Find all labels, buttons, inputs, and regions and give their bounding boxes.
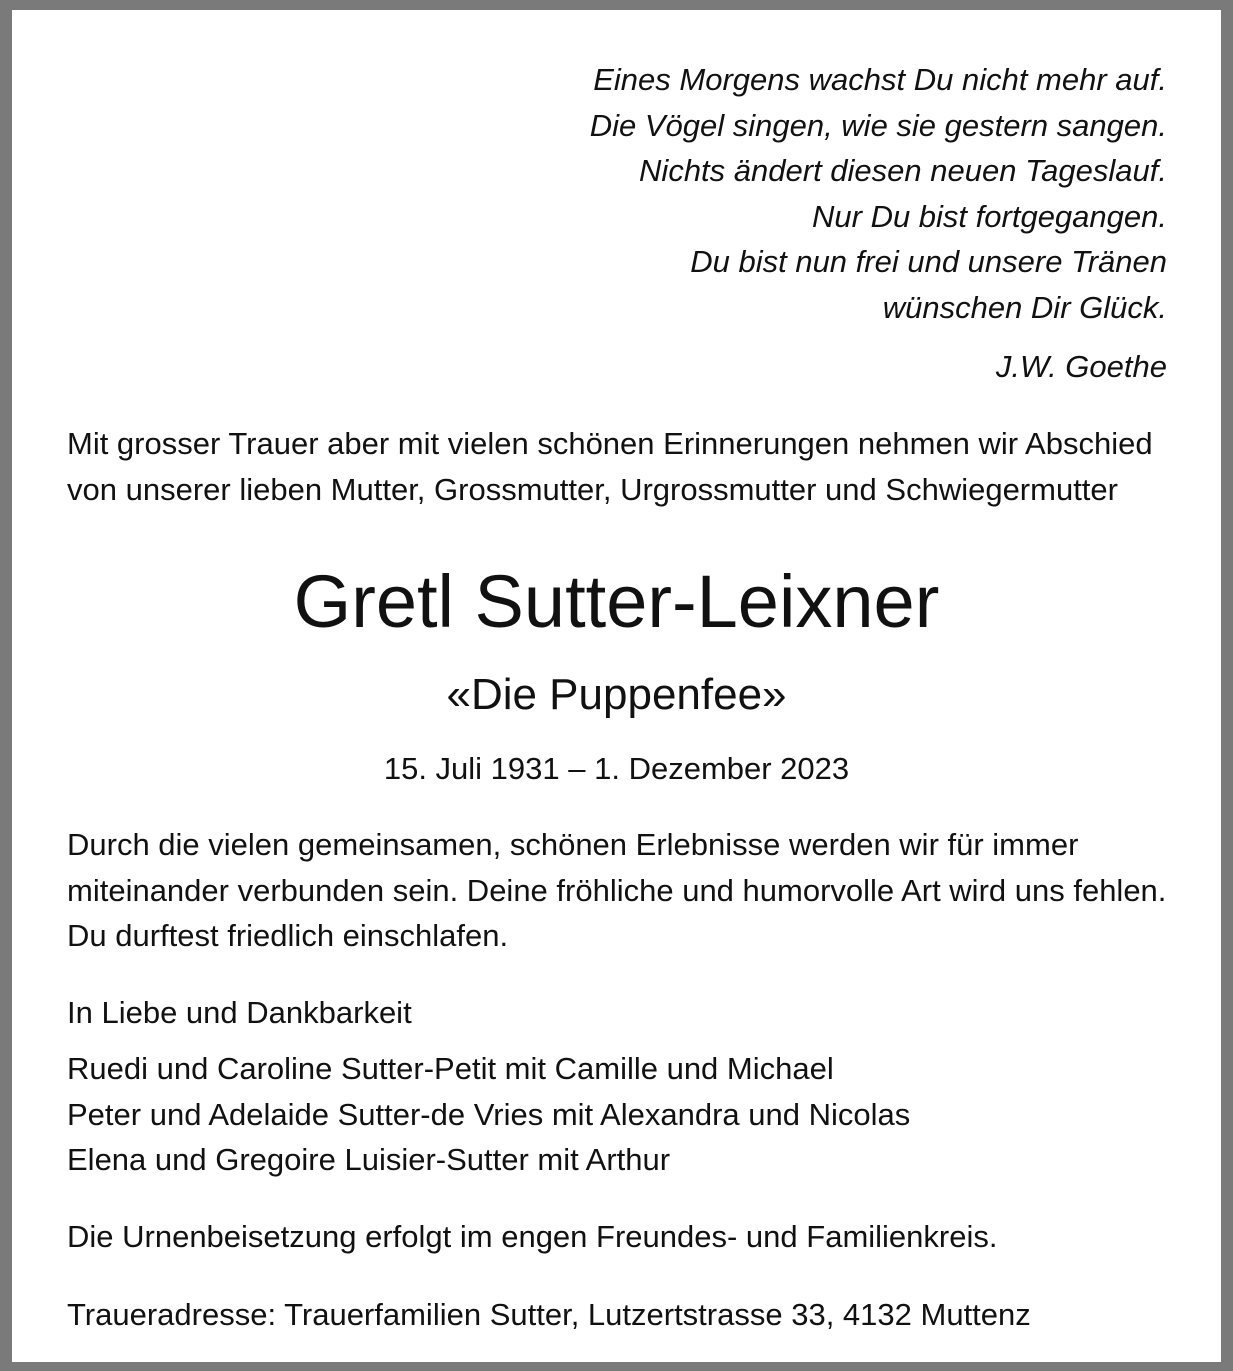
intro-line: Mit grosser Trauer aber mit vielen schönen Erinnerungen nehmen wir Abschied — [67, 426, 1153, 461]
family-line: Peter und Adelaide Sutter-de Vries mit Alexandra und Nicolas — [67, 1096, 911, 1132]
memory-line: Durch die vielen gemeinsamen, schönen Erlebnisse werden wir für immer — [67, 827, 1079, 862]
burial-note: Die Urnenbeisetzung erfolgt im engen Freundes- und Familienkreis. — [67, 1219, 998, 1254]
poem-author: J.W. Goethe — [995, 349, 1167, 384]
poem-line: Du bist nun frei und unsere Tränen — [690, 244, 1167, 279]
memory-text — [67, 822, 1166, 959]
deceased-nickname: «Die Puppenfee» — [446, 670, 787, 719]
family-list — [67, 1046, 910, 1183]
deceased-name: Gretl Sutter-Leixner — [293, 560, 940, 643]
signature-greeting: In Liebe und Dankbarkeit — [67, 995, 412, 1030]
intro-line: von unserer lieben Mutter, Grossmutter, Urgrossmutter und Schwiegermutter — [67, 471, 1118, 507]
memory-line: miteinander verbunden sein. Deine fröhliche und humorvolle Art wird uns fehlen. — [67, 872, 1167, 908]
intro-text — [67, 421, 1153, 512]
poem — [590, 57, 1167, 330]
poem-line: Nichts ändert diesen neuen Tageslauf. — [639, 153, 1167, 188]
family-line: Elena und Gregoire Luisier-Sutter mit Arthur — [67, 1142, 671, 1177]
memory-line: Du durftest friedlich einschlafen. — [67, 918, 509, 953]
poem-line: wünschen Dir Glück. — [882, 289, 1167, 325]
family-line: Ruedi und Caroline Sutter-Petit mit Camille und Michael — [67, 1051, 834, 1086]
poem-line: Nur Du bist fortgegangen. — [812, 198, 1167, 234]
poem-line: Eines Morgens wachst Du nicht mehr auf. — [593, 62, 1167, 97]
life-dates: 15. Juli 1931 – 1. Dezember 2023 — [383, 751, 850, 786]
poem-line: Die Vögel singen, wie sie gestern sangen. — [589, 107, 1167, 143]
mourning-address: Traueradresse: Trauerfamilien Sutter, Lutzertstrasse 33, 4132 Muttenz — [67, 1297, 1031, 1332]
